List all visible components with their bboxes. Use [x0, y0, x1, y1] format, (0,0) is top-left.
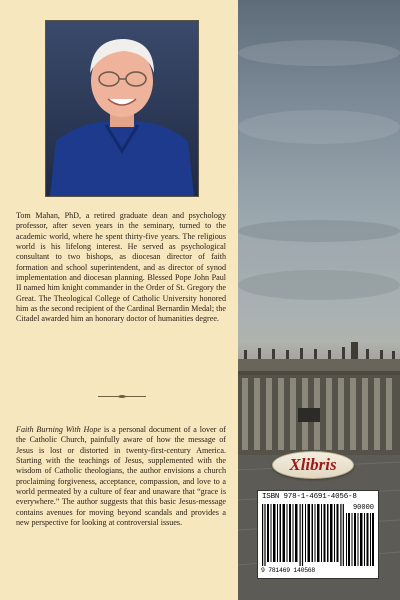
- author-photo: [45, 20, 199, 197]
- book-title: Faith Burning With Hope: [16, 425, 102, 434]
- barcode-digits: 9 781469 140568: [261, 567, 316, 574]
- publisher-logo: Xlibris: [272, 451, 354, 479]
- price-code: 90000: [352, 504, 374, 512]
- synopsis-text: is a personal document of a lover of the Catholic Church, painfully aware of how the message of Jesus is lost or distorted in twenty-first-century America. Starting with the teachings of Jesus, supplemented with the wisdom of Catholic theologians, the author envisions a church proclaiming forgiveness, acceptance, compassion, and love to a world permeated by a culture of fear and unaware that “grace is everywhere.” The author suggests that this basic Jesus-message contains avenues for moving beyond scandals and provides a new perspective for looking at controversial issues.: [16, 425, 226, 528]
- author-bio: Tom Mahan, PhD, a retired graduate dean and psychology professor, after seven years in the seminary, turned to the academic world, where he spent thirty-five years. The religious world is his lifelong interest. He served as psychological consultant to two bishops, as diocesan director of faith formation and school superintendent, and as director of synod implementation and diocesan planning. Blessed Pope John Paul II named him knight commander in the Order of St. Gregory the Great. The Theological College of Catholic University honored him as the second recipient of the Cardinal Bernardin Medal; the Citadel awarded him an honorary doctor of humanities degree.: [16, 211, 226, 324]
- isbn-label: ISBN 978-1-4691-4056-8: [262, 493, 357, 501]
- book-synopsis: [16, 425, 226, 528]
- price-barcode-bars: [346, 513, 374, 566]
- ornament-divider: [98, 396, 146, 397]
- isbn-barcode: [257, 490, 379, 579]
- barcode-bars: [262, 504, 344, 566]
